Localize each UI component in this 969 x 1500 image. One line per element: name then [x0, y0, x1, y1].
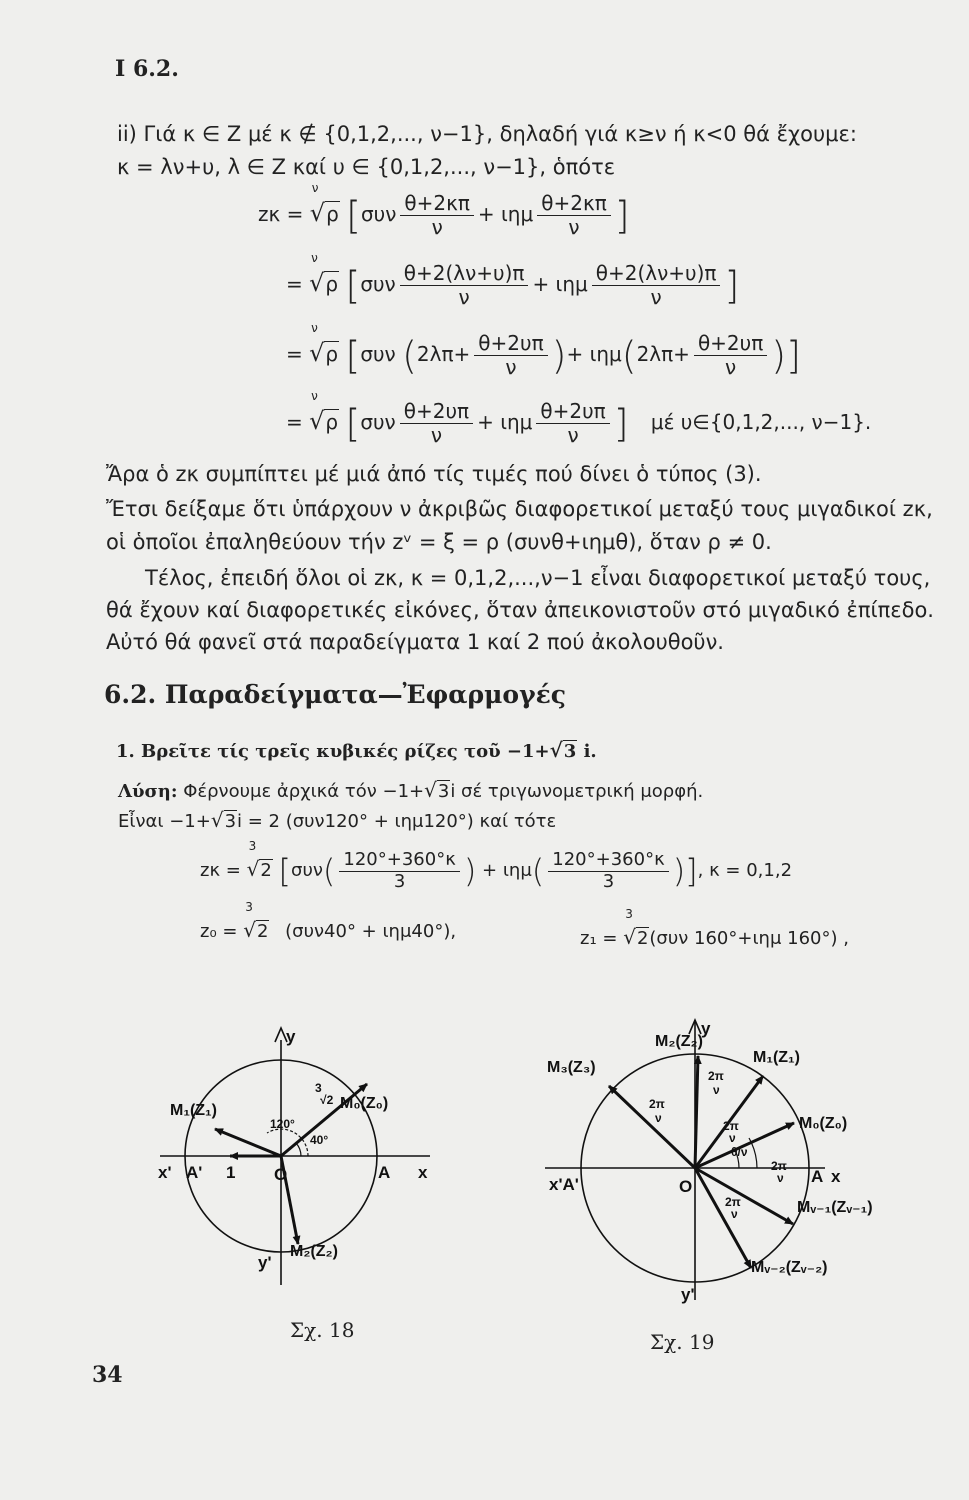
label-origin: O	[274, 1165, 288, 1184]
label-nu-c: ν	[729, 1131, 736, 1145]
para-ii-line2: κ = λν+υ, λ ∈ Z καί υ ∈ {0,1,2,..., ν−1}, ὁπότε	[117, 155, 616, 179]
label-nu-e: ν	[731, 1207, 738, 1221]
figure-18	[150, 1020, 450, 1300]
label-nu-a: ν	[713, 1083, 720, 1097]
label-y: y	[701, 1019, 711, 1038]
caption-fig19: Σχ. 19	[650, 1330, 715, 1354]
page-number: 34	[92, 1362, 123, 1388]
fraction: $\frac{\theta+2\upsilon\pi}{\nu}$	[474, 332, 547, 379]
caption-fig18: Σχ. 18	[290, 1318, 355, 1342]
label-m0: M₀(Z₀)	[799, 1115, 848, 1132]
label-40: 40°	[310, 1133, 329, 1147]
nth-root: ν √ρ	[309, 181, 339, 227]
fraction: $\frac{\theta+2\upsilon\pi}{\nu}$	[400, 400, 473, 447]
fraction: $\frac{\theta+2\kappa\pi}{\nu}$	[537, 192, 611, 239]
label-2pi-b: 2π	[649, 1097, 665, 1111]
eq-condition: μέ υ∈{0,1,2,..., ν−1}.	[650, 410, 872, 434]
label-aprime: A'	[186, 1163, 203, 1182]
equation-row-4: = ν √ρ [συν $\frac{\theta+2\upsilon\pi}{\nu}$ + ιημ $\frac{\theta+2\upsilon\pi}{\nu}$ ] μέ υ∈{0,1,2,..., ν−1}.	[286, 389, 872, 447]
fraction: $\frac{\theta+2(\lambda\nu+\upsilon)\pi}{\nu}$	[400, 262, 529, 309]
zk-equation: zκ = 3 √2 [συν( $\frac{120^\circ+360^\circ\kappa}{3}$ ) + ιημ( $\frac{120^\circ+360^\circ\kappa}{3}$ )], κ = 0,1,2	[200, 839, 793, 892]
label-a: A	[811, 1167, 824, 1186]
label-nu-b: ν	[655, 1111, 662, 1125]
solution-label: Λύση:	[118, 781, 178, 802]
label-xa-prime: x'A'	[549, 1175, 579, 1194]
label-root-index: 3	[315, 1081, 322, 1095]
section-title: 6.2. Παραδείγματα—Ἐφαρμογές	[104, 680, 566, 709]
label-theta-nu: θ/ν	[731, 1145, 748, 1159]
label-a: A	[378, 1163, 391, 1182]
text-line-6: Αὐτό θά φανεῖ στά παραδείγματα 1 καί 2 πού ἀκολουθοῦν.	[106, 630, 724, 654]
label-root-2: √2	[320, 1093, 334, 1107]
label-x: x	[418, 1163, 428, 1182]
label-yprime: y'	[681, 1285, 695, 1304]
text-line-3: οἱ ὁποῖοι ἐπαληθεύουν τήν zᵛ = ξ = ρ (συνθ+ιημθ), ὅταν ρ ≠ 0.	[106, 530, 772, 554]
label-m3: M₃(Z₃)	[547, 1059, 596, 1076]
text-line-4: Τέλος, ἐπειδή ὅλοι οἱ zκ, κ = 0,1,2,...,ν−1 εἶναι διαφορετικοί μεταξύ τους,	[145, 566, 931, 590]
equation-row-2: = ν √ρ [συν $\frac{\theta+2(\lambda\nu+\upsilon)\pi}{\nu}$ + ιημ $\frac{\theta+2(\lambda\nu+\upsilon)\pi}{\nu}$ ]	[286, 251, 740, 309]
label-mv1: Mᵥ₋₁(Zᵥ₋₁)	[797, 1199, 873, 1216]
nth-root: ν √ρ	[309, 389, 339, 435]
label-m1: M₁(Z₁)	[170, 1102, 217, 1119]
fraction: $\frac{\theta+2\kappa\pi}{\nu}$	[400, 192, 474, 239]
label-m2: M₂(Z₂)	[290, 1243, 338, 1260]
angle-arc-40	[296, 1143, 301, 1156]
text-line-2: Ἔτσι δείξαμε ὅτι ὑπάρχουν ν ἀκριβῶς διαφορετικοί μεταξύ τους μιγαδικοί zκ,	[106, 497, 933, 521]
label-2pi-e: 2π	[725, 1195, 741, 1209]
label-one: 1	[226, 1163, 236, 1182]
equation-row-3: = ν √ρ [συν (2λπ+ $\frac{\theta+2\upsilon\pi}{\nu}$ )+ ιημ(2λπ+ $\frac{\theta+2\upsilon\pi}{\nu}$ )]	[286, 321, 801, 379]
label-m1: M₁(Z₁)	[753, 1049, 800, 1066]
label-2pi-c: 2π	[723, 1119, 739, 1133]
text-line-1: Ἄρα ὁ zκ συμπίπτει μέ μιά ἀπό τίς τιμές πού δίνει ὁ τύπος (3).	[106, 462, 762, 486]
equation-row-1: zκ = ν √ρ [συν $\frac{\theta+2\kappa\pi}{\nu}$ + ιημ $\frac{\theta+2\kappa\pi}{\nu}$ ]	[258, 181, 630, 239]
para-ii-line1: ii) Γιά κ ∈ Z μέ κ ∉ {0,1,2,..., ν−1}, δηλαδή γιά κ≥ν ή κ<0 θά ἔχουμε:	[117, 122, 857, 146]
label-yprime: y'	[258, 1253, 272, 1272]
text-line-5: θά ἔχουν καί διαφορετικές εἰκόνες, ὅταν ἀπεικονιστοῦν στό μιγαδικό ἐπίπεδο.	[106, 598, 934, 622]
vector-m1	[215, 1129, 281, 1156]
fraction: $\frac{\theta+2(\lambda\nu+\upsilon)\pi}{\nu}$	[592, 262, 721, 309]
figure-19	[525, 1010, 885, 1310]
label-2pi-d: 2π	[771, 1159, 787, 1173]
label-120: 120°	[270, 1117, 295, 1131]
label-mv2: Mᵥ₋₂(Zᵥ₋₂)	[751, 1259, 828, 1276]
example-title: 1. Βρεῖτε τίς τρεῖς κυβικές ρίζες τοῦ −1+√3 i.	[116, 738, 597, 762]
label-m0: M₀(Z₀)	[340, 1095, 389, 1112]
einai-line: Εἶναι −1+√3i = 2 (συν120° + ιημ120°) καί τότε	[118, 808, 557, 832]
label-2pi-a: 2π	[708, 1069, 724, 1083]
label-y: y	[286, 1027, 296, 1046]
label-m2: M₂(Z₂)	[655, 1033, 703, 1050]
label-x: x	[831, 1167, 841, 1186]
z1-equation: z₁ = 3 √2(συν 160°+ιημ 160°) ,	[580, 907, 849, 949]
nth-root: ν √ρ	[309, 321, 339, 367]
label-nu-d: ν	[777, 1171, 784, 1185]
fraction: $\frac{\theta+2\upsilon\pi}{\nu}$	[694, 332, 767, 379]
label-xprime: x'	[158, 1163, 172, 1182]
nth-root: ν √ρ	[309, 251, 339, 297]
fraction: $\frac{\theta+2\upsilon\pi}{\nu}$	[536, 400, 609, 447]
z0-equation: z₀ = 3 √2 (συν40° + ιημ40°),	[200, 900, 457, 942]
eq-lhs: zκ =	[258, 202, 304, 226]
label-origin: O	[679, 1177, 693, 1196]
section-header: Ι 6.2.	[115, 56, 179, 82]
solution-line: Λύση: Φέρνουμε ἀρχικά τόν −1+√3i σέ τριγωνομετρική μορφή.	[118, 778, 704, 802]
